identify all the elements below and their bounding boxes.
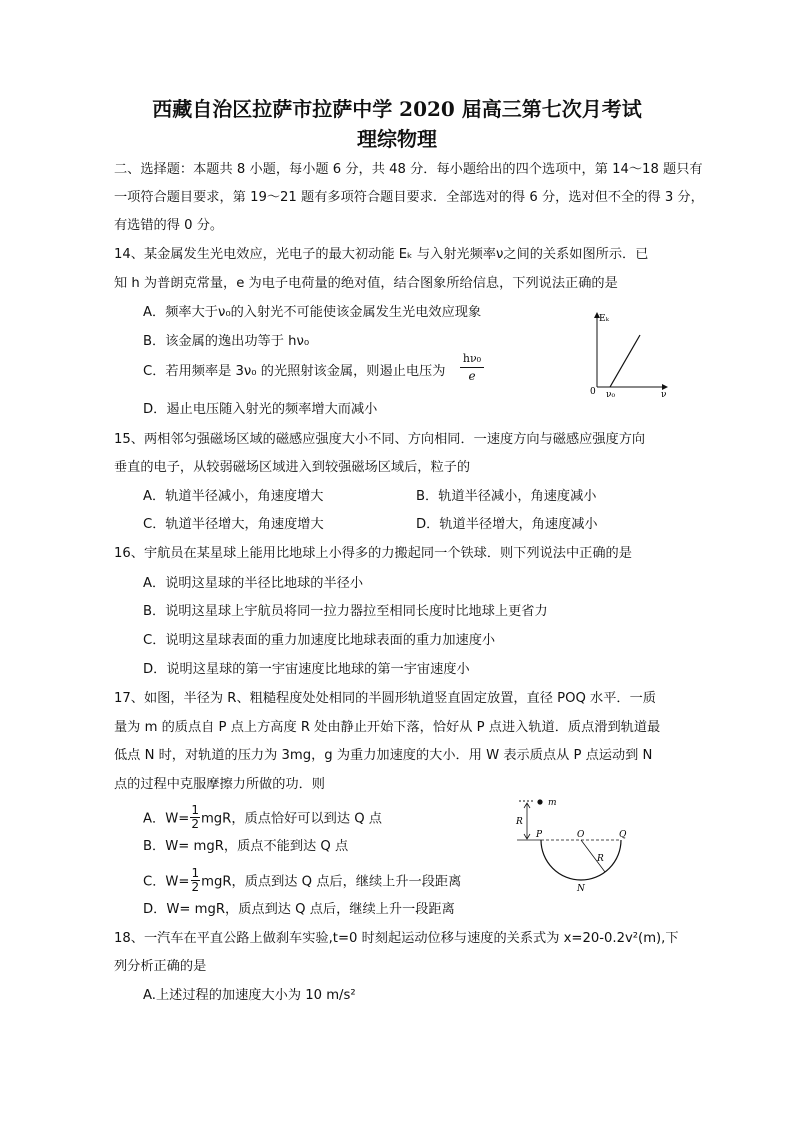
point-n-label: N: [577, 884, 585, 894]
question-17-option-c: [143, 868, 461, 895]
section-instructions-line: 二、选择题：本题共 8 小题，每小题 6 分，共 48 分．每小题给出的四个选项中，第 14～18 题只有: [114, 162, 703, 177]
fraction-bar: [460, 367, 484, 368]
point-o-label: O: [577, 830, 585, 840]
exam-title: 西藏自治区拉萨市拉萨中学 2020 届高三第七次月考试: [152, 97, 642, 121]
question-15-option-b: B．轨道半径减小，角速度减小: [416, 489, 597, 504]
question-15-option-c: C．轨道半径增大，角速度增大: [143, 517, 324, 532]
option-a-prefix: A．W=: [143, 811, 190, 827]
particle-m: [537, 799, 542, 804]
question-18-option-a: A.上述过程的加速度大小为 10 m/s²: [143, 988, 356, 1003]
question-16-option-b: B．说明这星球上宇航员将同一拉力器拉至相同长度时比地球上更省力: [143, 604, 548, 619]
fraction-numerator: hν₀: [462, 352, 482, 365]
fraction-denominator: e: [468, 369, 476, 383]
question-15-option-d: D．轨道半径增大，角速度减小: [416, 517, 598, 532]
stopping-voltage-fraction: [458, 352, 486, 383]
semicircle-track: [541, 840, 621, 880]
question-18-stem: 18、一汽车在平直公路上做刹车实验,t=0 时刻起运动位移与速度的关系式为 x=20-0.2v²(m),下: [114, 931, 679, 946]
question-16-option-c: C．说明这星球表面的重力加速度比地球表面的重力加速度小: [143, 633, 496, 648]
question-17-stem: 点的过程中克服摩擦力所做的功．则: [114, 777, 325, 792]
question-14-option-c: C．若用频率是 3ν₀ 的光照射该金属，则遏止电压为: [143, 364, 446, 379]
question-14-option-d: D．遏止电压随入射光的频率增大而减小: [143, 402, 378, 417]
question-17-option-b: B．W= mgR，质点不能到达 Q 点: [143, 839, 349, 854]
ek-line: [610, 335, 640, 387]
section-instructions-line: 有选错的得 0 分。: [114, 218, 224, 233]
question-14-stem: 知 h 为普朗克常量，e 为电子电荷量的绝对值，结合图象所给信息，下列说法正确的是: [114, 276, 618, 291]
question-16-option-d: D．说明这星球的第一宇宙速度比地球的第一宇宙速度小: [143, 662, 470, 677]
y-axis-label: Eₖ: [599, 314, 609, 324]
fraction-denominator: 2: [191, 880, 200, 894]
question-14-option-a: A．频率大于ν₀的入射光不可能使该金属发生光电效应现象: [143, 305, 482, 320]
question-17-option-d: D．W= mgR，质点到达 Q 点后，继续上升一段距离: [143, 902, 455, 917]
semicircle-track-figure: [505, 795, 655, 895]
question-15-stem: 15、两相邻匀强磁场区域的磁感应强度大小不同、方向相同．一速度方向与磁感应强度方向: [114, 432, 646, 447]
point-q-label: Q: [619, 830, 627, 840]
question-17-stem: 17、如图，半径为 R、粗糙程度处处相同的半圆形轨道竖直固定放置，直径 POQ 水平．一质: [114, 691, 656, 706]
x-axis-label: ν: [661, 390, 667, 400]
particle-label: m: [548, 798, 557, 808]
question-15-option-a: A．轨道半径减小，角速度增大: [143, 489, 324, 504]
point-p-label: P: [536, 830, 543, 840]
question-16-option-a: A．说明这星球的半径比地球的半径小: [143, 576, 364, 591]
fraction-numerator: 1: [191, 803, 199, 817]
origin-label: 0: [590, 387, 596, 397]
question-14-option-b: B．该金属的逸出功等于 hν₀: [143, 334, 310, 349]
question-14-stem: 14、某金属发生光电效应，光电子的最大初动能 Eₖ 与入射光频率ν之间的关系如图所示．已: [114, 247, 649, 262]
section-instructions-line: 一项符合题目要求，第 19～21 题有多项符合题目要求．全部选对的得 6 分，选对但不全的得 3 分，: [114, 190, 704, 205]
fraction-numerator: 1: [191, 866, 200, 880]
half-fraction: [191, 867, 201, 894]
radius-label: R: [597, 854, 604, 864]
option-a-text: mgR，质点恰好可以到达 Q 点: [200, 811, 382, 827]
question-17-stem: 量为 m 的质点自 P 点上方高度 R 处由静止开始下落，恰好从 P 点进入轨道．质点滑到轨道最: [114, 720, 661, 735]
question-18-stem: 列分析正确的是: [114, 959, 207, 974]
option-c-prefix: C．W=: [143, 874, 190, 890]
exam-subtitle: 理综物理: [357, 127, 437, 151]
fraction-denominator: 2: [191, 817, 199, 831]
question-17-option-a: [143, 805, 382, 832]
ek-frequency-graph: [585, 305, 675, 400]
question-17-stem: 低点 N 时，对轨道的压力为 3mg，g 为重力加速度的大小．用 W 表示质点从 P 点运动到 N: [114, 748, 653, 763]
height-label: R: [516, 817, 523, 827]
half-fraction: [190, 804, 200, 831]
threshold-frequency-label: ν₀: [606, 390, 616, 400]
question-16-stem: 16、宇航员在某星球上能用比地球上小得多的力搬起同一个铁球．则下列说法中正确的是: [114, 546, 632, 561]
question-15-stem: 垂直的电子，从较弱磁场区域进入到较强磁场区域后，粒子的: [114, 460, 471, 475]
option-c-text: mgR，质点到达 Q 点后，继续上升一段距离: [201, 874, 462, 890]
